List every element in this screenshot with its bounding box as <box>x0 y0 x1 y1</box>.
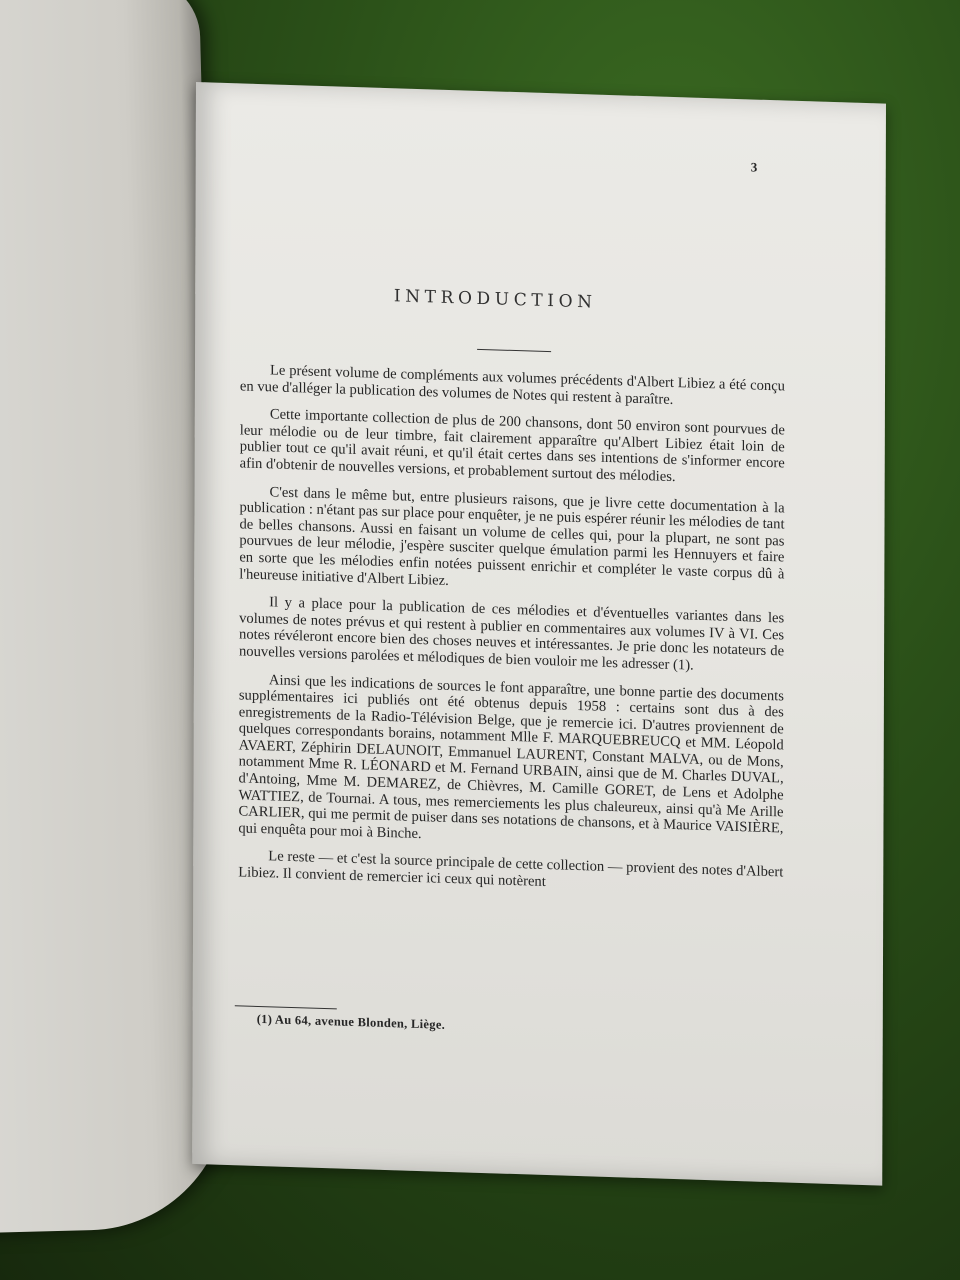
paragraph: Le reste — et c'est la source principale de cette collection — provient des notes d'Albert Libiez. Il convient de remercier ici ceux qui notèrent <box>238 848 784 891</box>
paragraph: Il y a place pour la publication de ces mélodies et d'éventuelles variantes dans les volumes de notes prévus et qui restent à publier en commentaires aux volumes IV à VI. Ces notes révéleront encore bien des choses neuves et intéressantes. Je prie donc les notateurs de nouvelles versions parolées et mélodiques de bien vouloir me les adresser (1). <box>238 594 785 674</box>
page-number: 3 <box>750 159 758 175</box>
book-page <box>192 82 886 1186</box>
paragraph: Le présent volume de compléments aux volumes précédents d'Albert Libiez a été conçu en vue d'alléger la publication des volumes de Notes qui restent à paraître. <box>239 362 786 408</box>
body-text <box>238 361 785 909</box>
chapter-title: INTRODUCTION <box>393 286 597 313</box>
title-divider <box>477 349 551 352</box>
paragraph: Ainsi que les indications de sources le font apparaître, une bonne partie des documents supplémentaires ici publiés ont été obtenus depuis 1958 : certains sont dus à des enregistrements de la Radio-Télévision Belge, que je remercie ici. D'autres proviennent de quelques correspondants borains, notamment Mlle F. MARQUEBREUCQ et MM. Léopold AVAERT, Zéphirin DELAUNOIT, Emmanuel LAURENT, Constant MALVA, ou de Mons, notamment Mme R. LÉONARD et M. Fernand URBAIN, ainsi que de M. Charles DUVAL, d'Antoing, Mme M. DEMAREZ, de Chièvres, M. Camille GORET, de Lens et Adolphe WATTIEZ, de Tournai. A tous, mes remerciements les plus chaleureux, ainsi qu'à Me Arille CARLIER, qui me permit de puiser dans ses notations de chansons, et à Maurice VAISIÈRE, qui enquêta pour moi à Binche. <box>238 671 784 842</box>
footnote-divider <box>235 1005 337 1009</box>
paragraph: C'est dans le même but, entre plusieurs raisons, que je livre cette documentation à la publication : n'étant pas sur place pour enquêter, je ne puis espérer réunir les mélodies de tant de belles chansons. Aussi en faisant un volume de celles qui, pour la plupart, ne sont pas pourvues de leur mélodie, j'espère susciter quelque émulation parmi les Hennuyers et faire en sorte que les mélodies enfin notées puissent enrichir et compléter le vaste corpus dû à l'heureuse initiative d'Albert Libiez. <box>239 483 785 589</box>
paragraph: Cette importante collection de plus de 200 chansons, dont 50 environ sont pourvues de leur mélodie ou de leur timbre, fait clairement apparaître qu'Albert Libiez était loin de publier tout ce qu'il avait réuni, et qu'il était certes dans ses intentions de s'informer encore afin d'obtenir de nouvelles versions, et probablement surtout des mélodies. <box>239 406 785 486</box>
footnote: (1) Au 64, avenue Blonden, Liège. <box>256 1011 446 1032</box>
